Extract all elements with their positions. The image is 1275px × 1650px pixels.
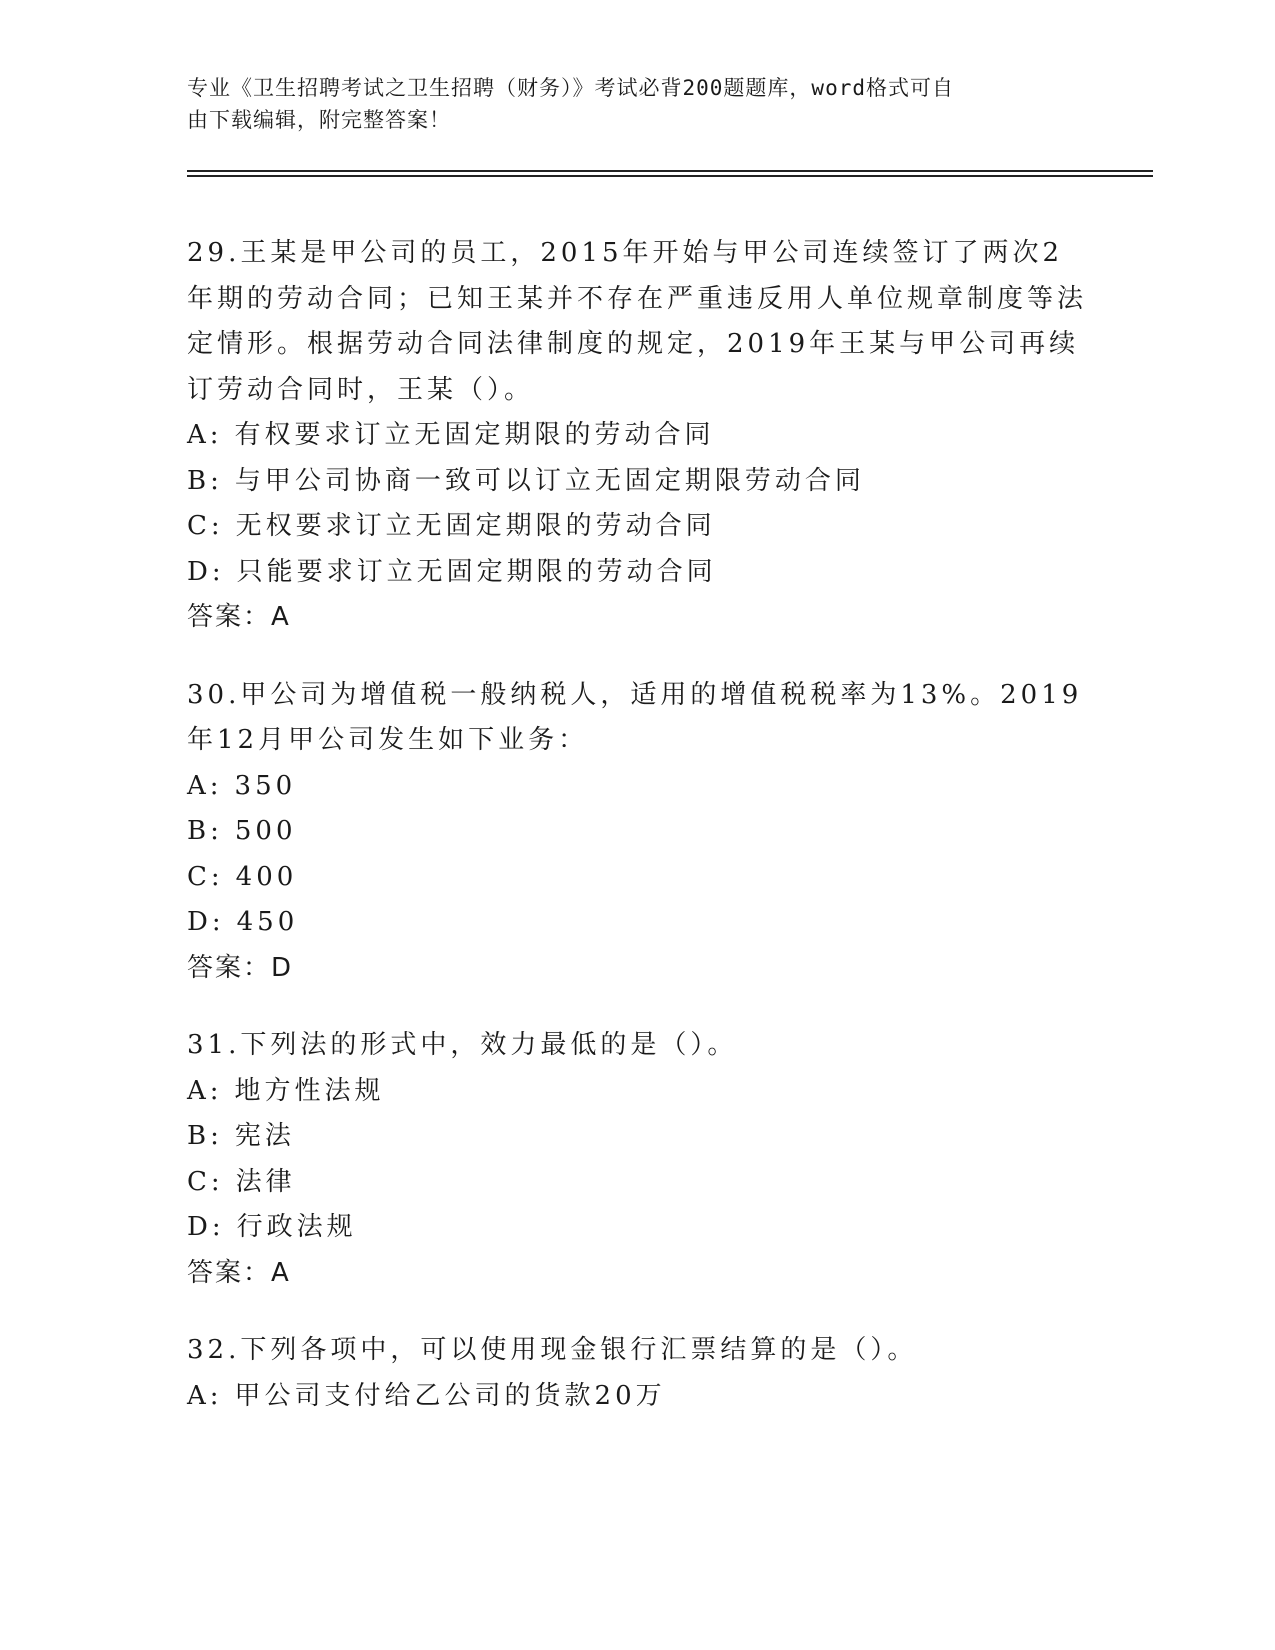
question-list <box>187 231 1087 1451</box>
option-a <box>187 1374 1087 1420</box>
option-label: A: <box>187 1380 223 1411</box>
question-31 <box>187 1023 1087 1296</box>
question-29 <box>187 231 1087 641</box>
option-label: C: <box>187 861 224 892</box>
option-label: C: <box>187 511 224 541</box>
header-line-1: 专业《卫生招聘考试之卫生招聘（财务）》考试必背200题题库，word格式可自 <box>187 76 954 100</box>
option-b <box>187 459 1087 505</box>
option-text: 350 <box>234 770 297 801</box>
option-b <box>187 1114 1087 1160</box>
option-text: 400 <box>235 861 298 892</box>
option-text: 宪法 <box>234 1121 295 1151</box>
option-label: B: <box>187 816 223 846</box>
option-label: A: <box>187 420 223 450</box>
option-a <box>187 413 1087 459</box>
option-text: 500 <box>234 816 297 846</box>
option-d <box>187 900 1087 946</box>
option-label: D: <box>187 1212 225 1242</box>
answer: 答案：A <box>187 1257 291 1288</box>
option-text: 450 <box>236 907 299 937</box>
question-32 <box>187 1328 1087 1419</box>
document-header <box>187 72 1067 136</box>
option-label: B: <box>187 1121 223 1151</box>
option-label: D: <box>187 907 225 937</box>
question-stem: 30.甲公司为增值税一般纳税人，适用的增值税税率为13%。2019年12月甲公司发生如下业务： <box>187 679 1083 755</box>
question-stem: 31.下列法的形式中，效力最低的是（）。 <box>187 1030 738 1060</box>
option-c <box>187 1160 1087 1206</box>
answer: 答案：D <box>187 952 294 983</box>
option-text: 甲公司支付给乙公司的货款20万 <box>234 1380 666 1411</box>
option-a <box>187 1069 1087 1115</box>
option-text: 只能要求订立无固定期限的劳动合同 <box>236 556 717 587</box>
option-label: D: <box>187 556 225 587</box>
option-text: 与甲公司协商一致可以订立无固定期限劳动合同 <box>234 465 865 496</box>
option-label: C: <box>187 1166 224 1197</box>
answer: 答案：A <box>187 602 291 632</box>
option-text: 无权要求订立无固定期限的劳动合同 <box>235 511 716 541</box>
option-c <box>187 504 1087 550</box>
question-stem: 32.下列各项中，可以使用现金银行汇票结算的是（）。 <box>187 1335 918 1365</box>
option-label: A: <box>187 1075 223 1106</box>
question-30 <box>187 673 1087 992</box>
option-d <box>187 550 1087 596</box>
header-rule-top <box>187 170 1153 172</box>
option-text: 行政法规 <box>236 1212 357 1242</box>
option-text: 地方性法规 <box>234 1075 385 1106</box>
option-text: 有权要求订立无固定期限的劳动合同 <box>234 420 715 450</box>
option-text: 法律 <box>235 1166 296 1197</box>
option-b <box>187 809 1087 855</box>
option-c <box>187 855 1087 901</box>
option-label: A: <box>187 770 223 801</box>
option-a <box>187 764 1087 810</box>
header-rule-bottom <box>187 175 1153 177</box>
option-label: B: <box>187 465 223 496</box>
question-stem: 29.王某是甲公司的员工，2015年开始与甲公司连续签订了两次2年期的劳动合同；已知王某并不存在严重违反用人单位规章制度等法定情形。根据劳动合同法律制度的规定，2019年王某与甲公司再续订劳动合同时，王某（）。 <box>187 238 1088 405</box>
header-line-2: 由下载编辑，附完整答案！ <box>187 108 451 132</box>
option-d <box>187 1205 1087 1251</box>
